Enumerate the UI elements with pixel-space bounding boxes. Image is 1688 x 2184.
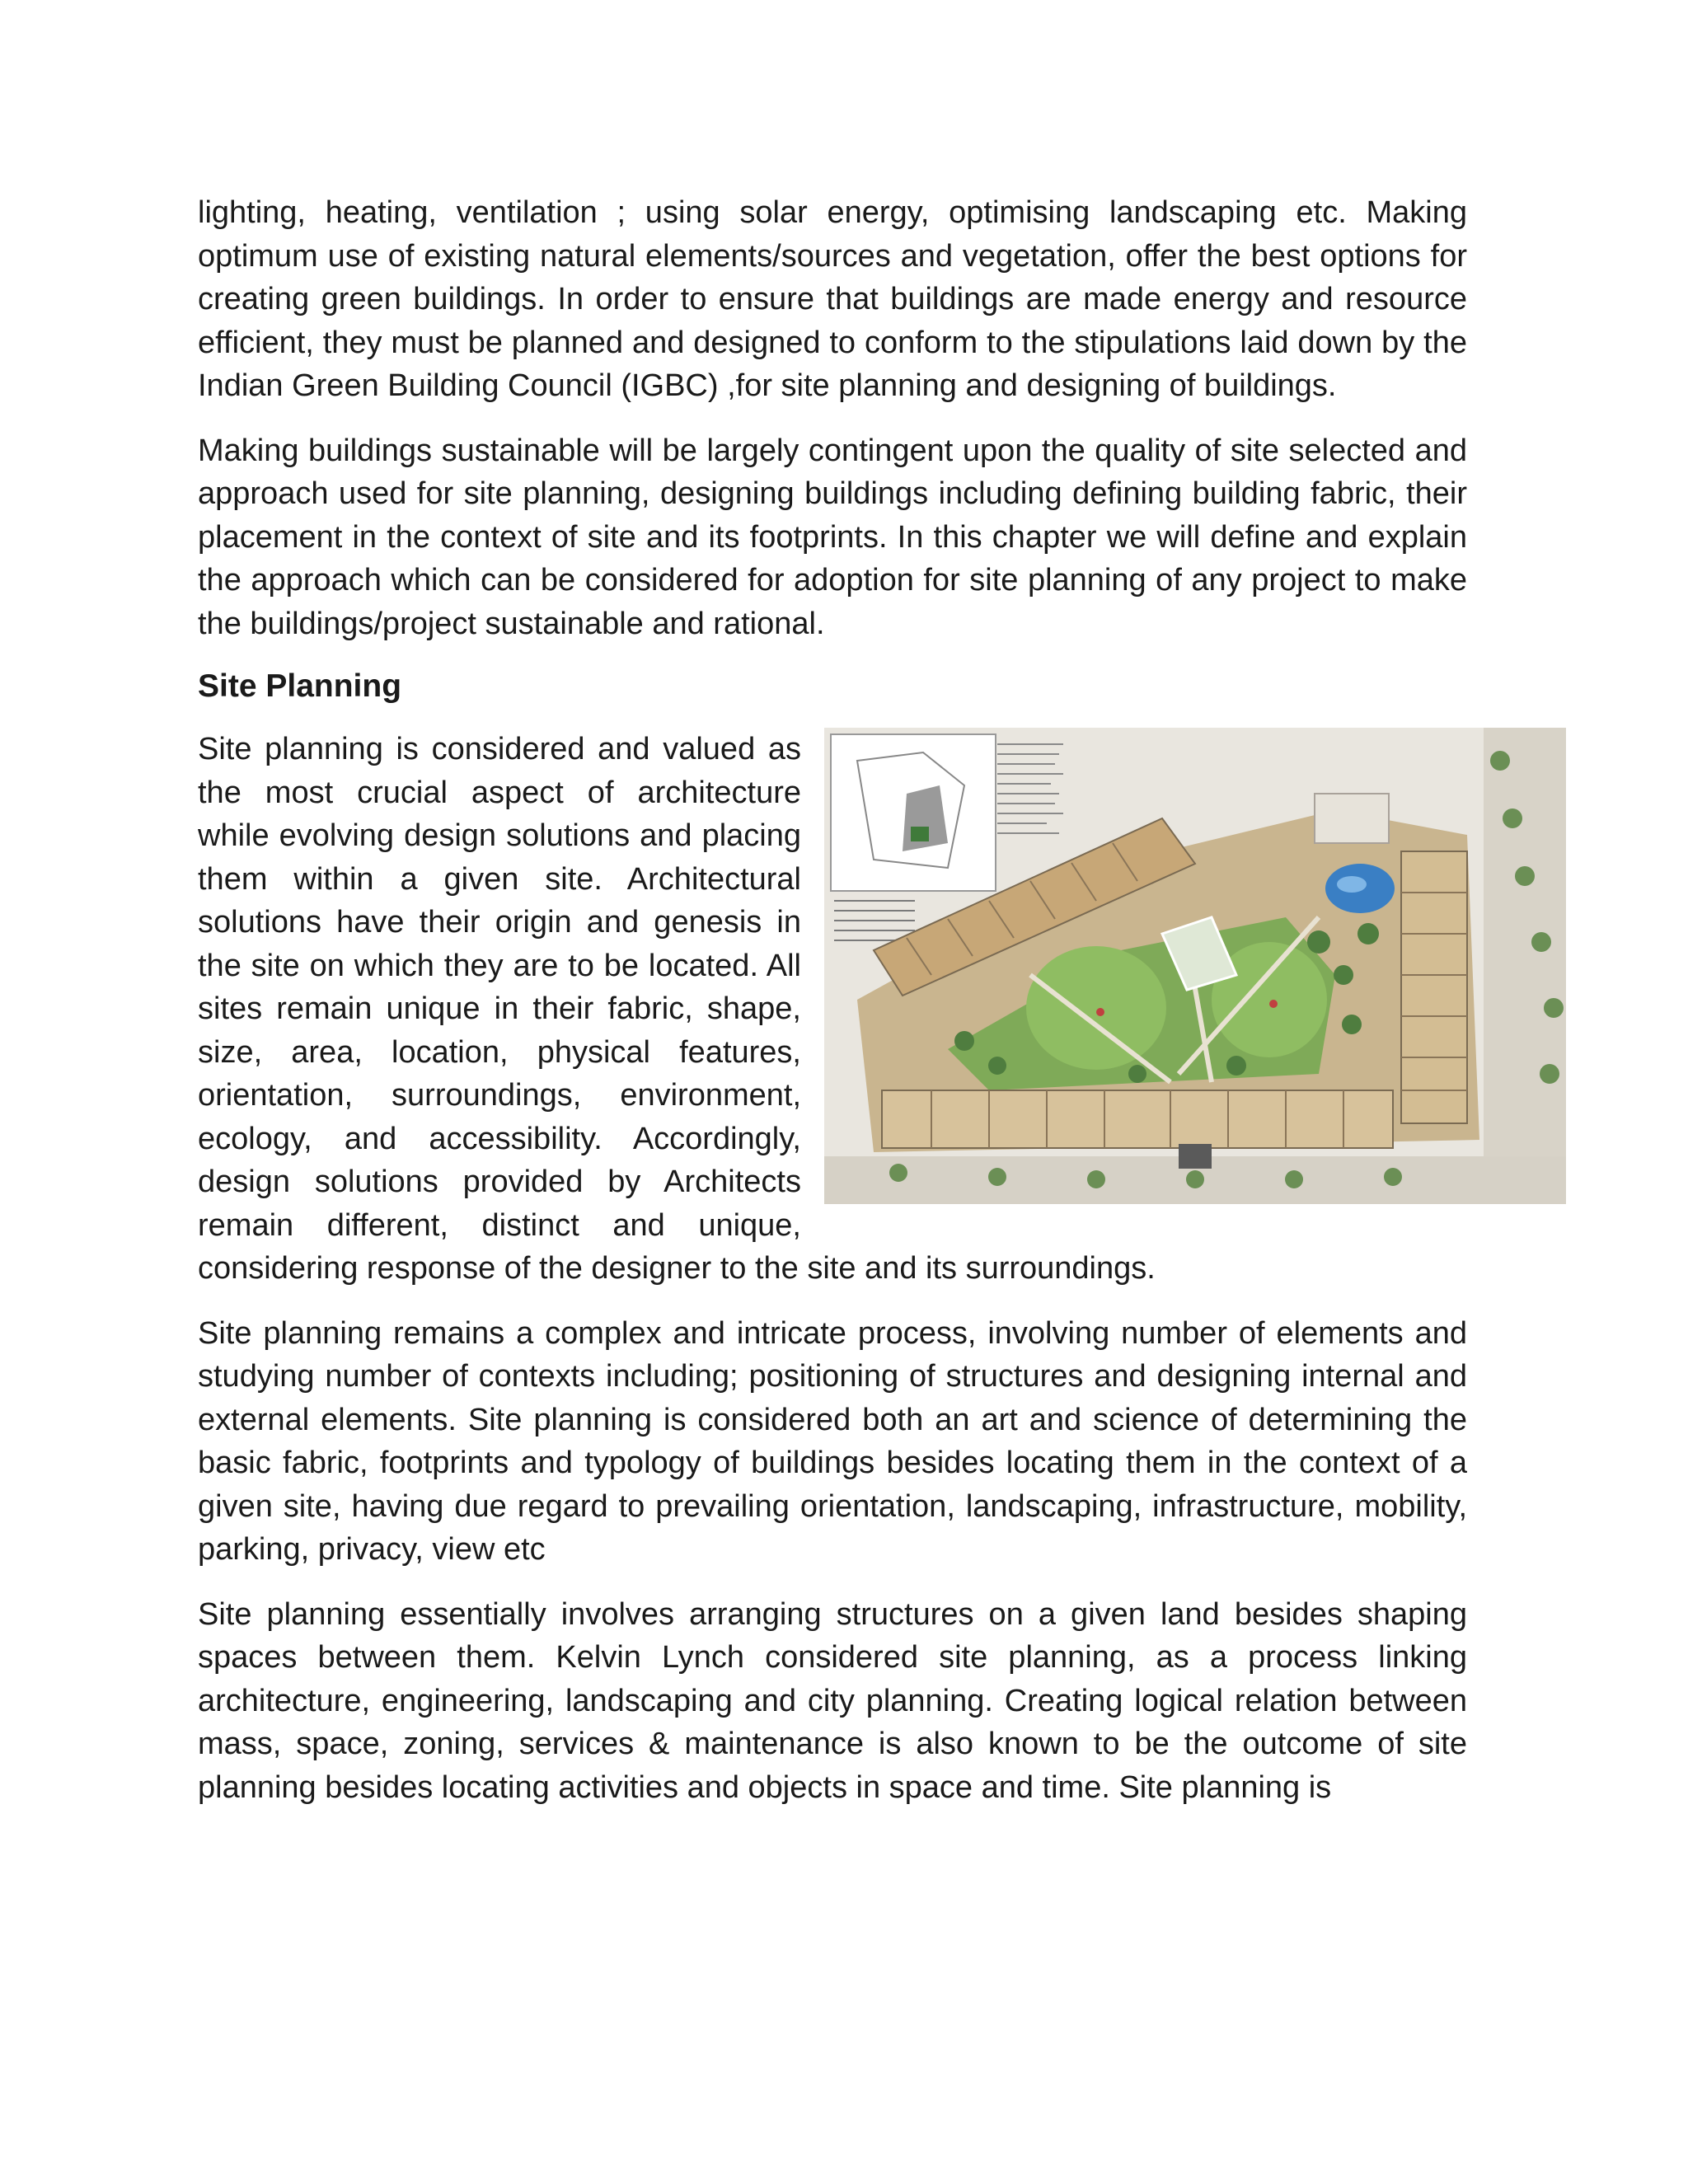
paragraph-site-planning-complexity: Site planning remains a complex and intricate process, involving number of elements and studying number of contexts including; positioning of structures and designing internal and external elements. Site planning is considered both an art and science of determining the basic fabric, footprints and typology of buildings besides locating them in the context of a given site, having due regard to prevailing orientation, landscaping, infrastructure, mobility, parking, privacy, view etc bbox=[198, 1315, 1467, 1567]
paragraph-sustainability: Making buildings sustainable will be largely contingent upon the quality of site selected and approach used for site planning, designing buildings including defining building fabric, their placement in the context of site and its footprints. In this chapter we will define and explain the approach which can be considered for adoption for site planning of any project to make the buildings/project sustainable and rational. bbox=[198, 433, 1467, 641]
document-page bbox=[198, 191, 1467, 1809]
paragraph-site-planning-lynch: Site planning essentially involves arranging structures on a given land besides shaping spaces between them. Kelvin Lynch considered site planning, as a process linking architecture, engineering, landscaping and city planning. Creating logical relation between mass, space, zoning, services & maintenance is also known to be the outcome of site planning besides locating activities and objects in space and time. Site planning is bbox=[198, 1596, 1467, 1805]
paragraph-site-planning-definition: Site planning is considered and valued as the most crucial aspect of architecture while evolving design solutions and placing them within a given site. Architectural solutions have their origin and genesis in the site on which they are to be located. All sites remain unique in their fabric, shape, size, area, location, physical features, orientation, surroundings, environment, ecology, and accessibility. Accordingly, design solutions provided by Architects remain different, distinct and unique, considering response of the designer to the site and its surroundings. bbox=[198, 732, 1156, 1286]
site-plan-image bbox=[824, 728, 1566, 1204]
section-heading: Site Planning bbox=[198, 668, 402, 704]
paragraph-intro: lighting, heating, ventilation ; using solar energy, optimising landscaping etc. Making optimum use of existing natural elements/sources and vegetation, offer the best options for creating green buildings. In order to ensure that buildings are made energy and resource efficient, they must be planned and designed to conform to the stipulations laid down by the Indian Green Building Council (IGBC) ,for site planning and designing of buildings. bbox=[198, 195, 1467, 403]
